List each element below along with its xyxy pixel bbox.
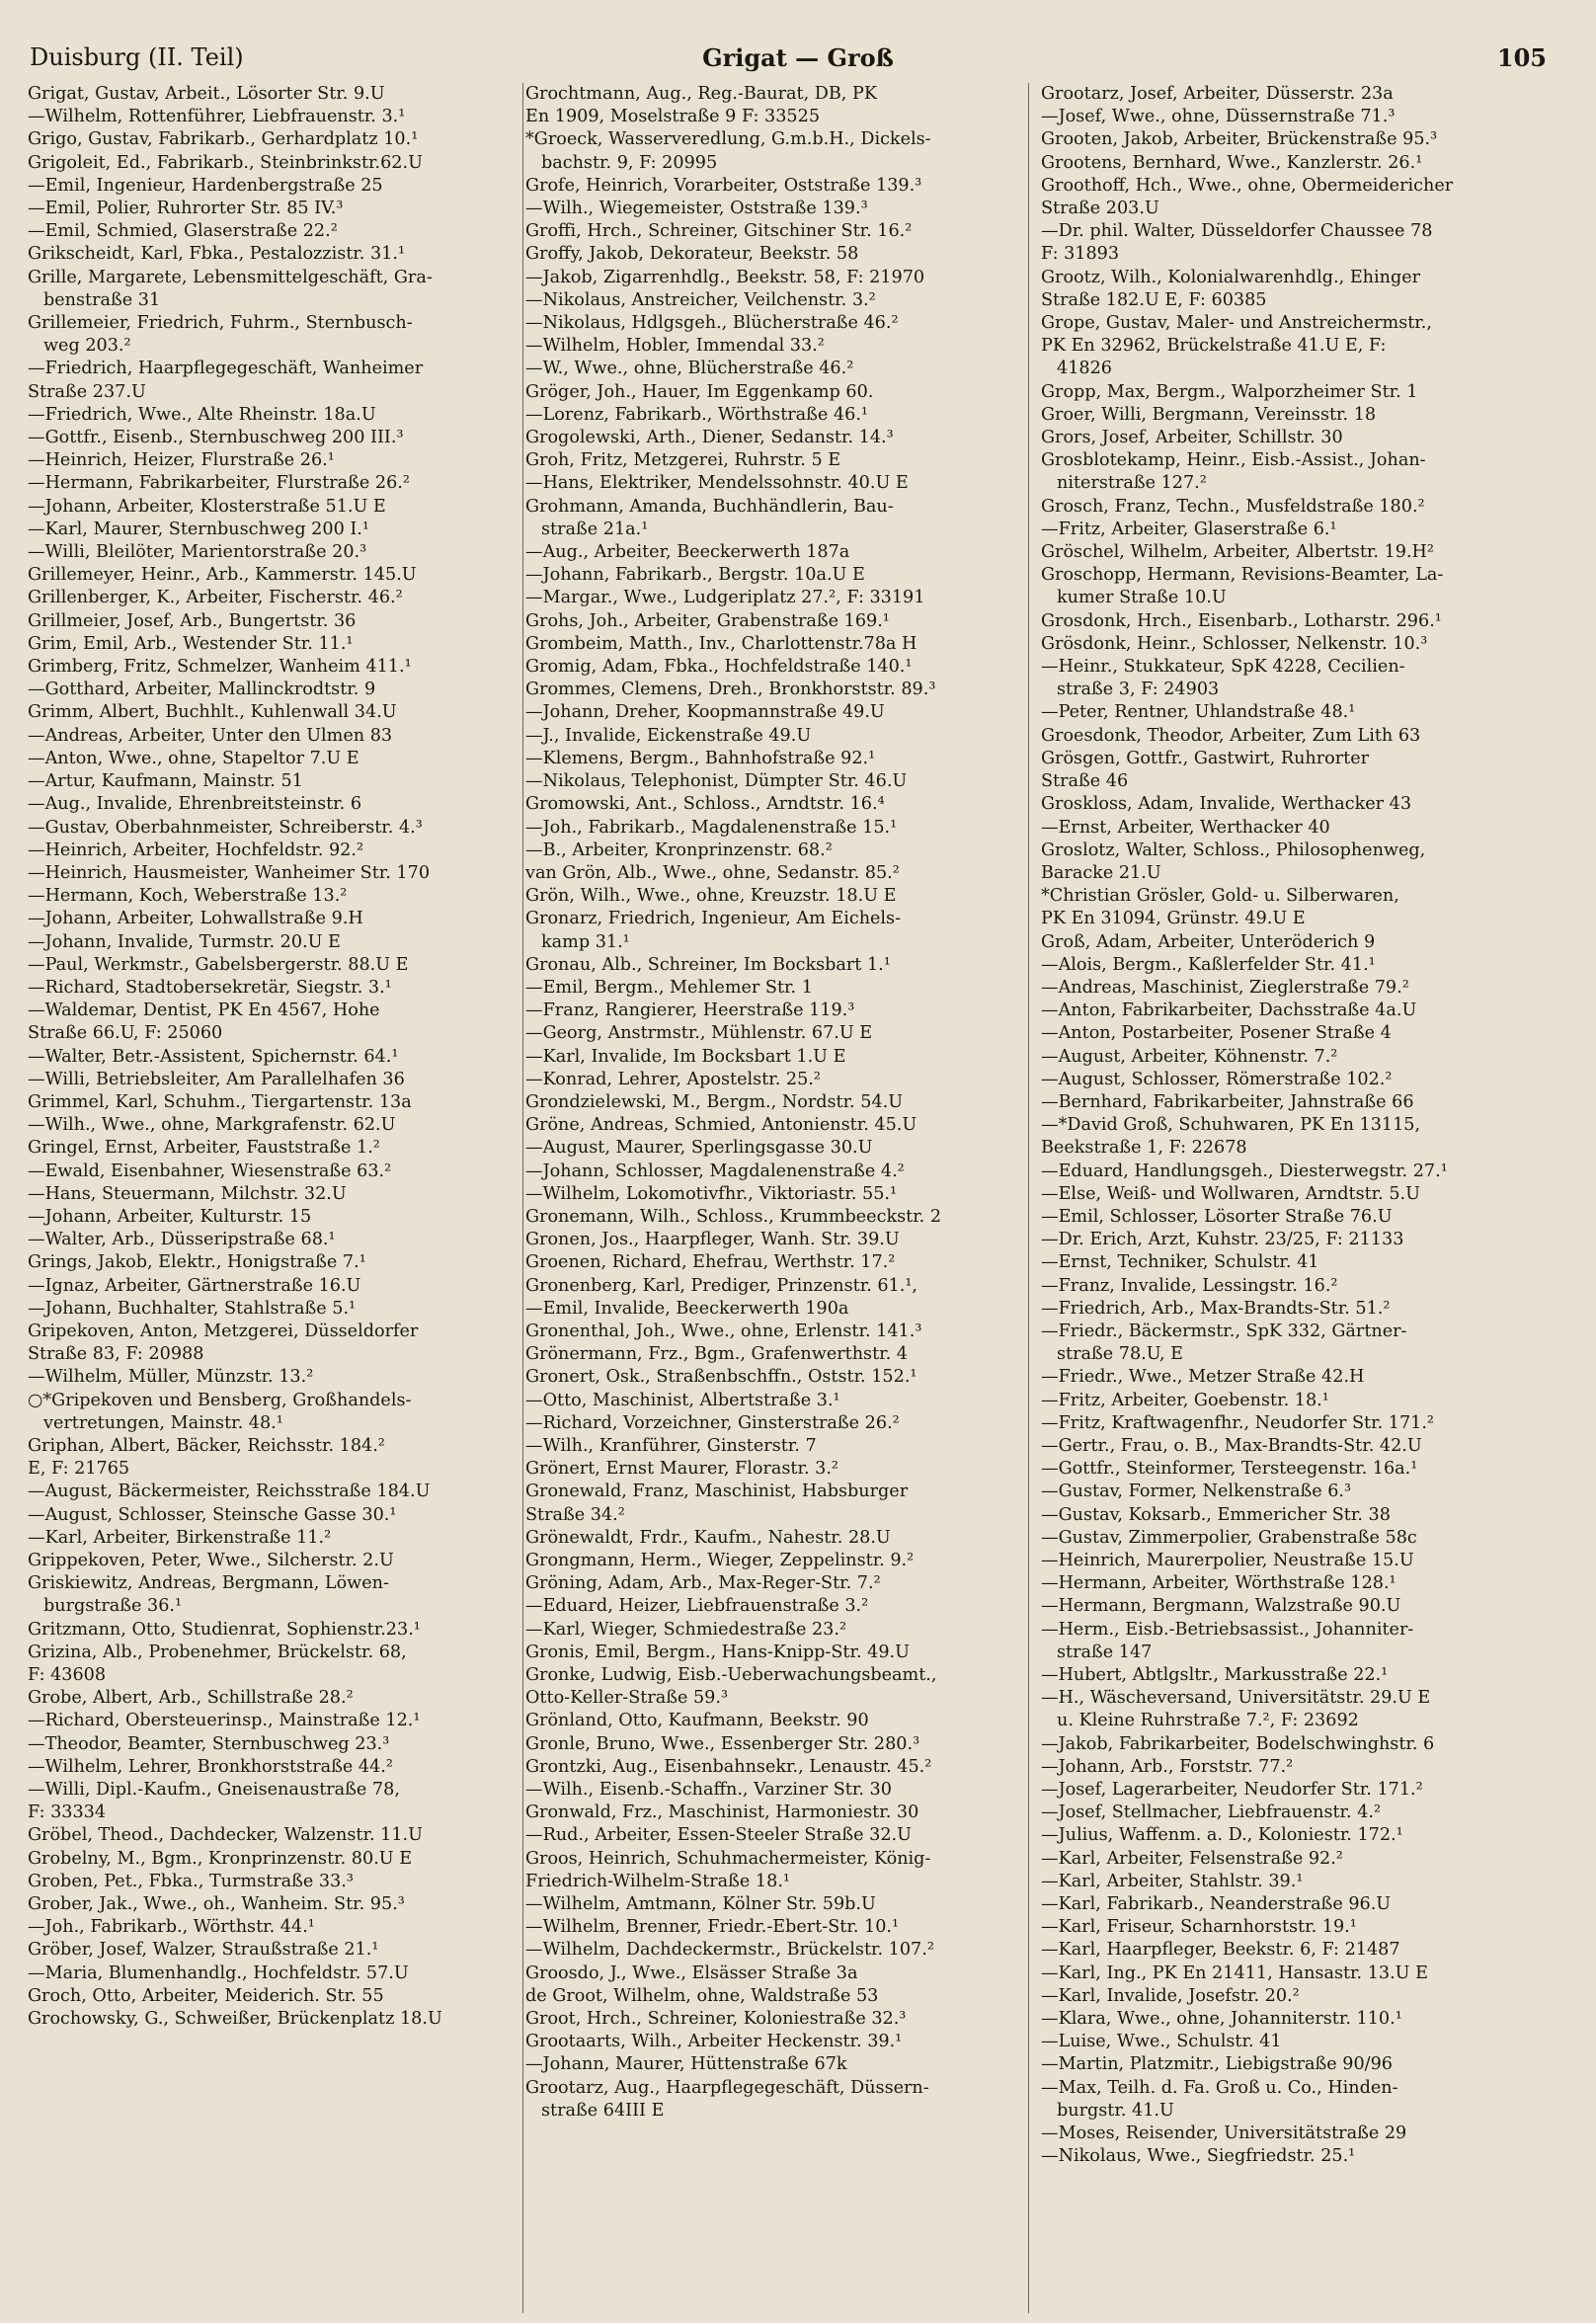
directory-entry: —Hubert, Abtlgsltr., Markusstraße 22.¹ bbox=[1041, 1665, 1389, 1686]
directory-entry: —Richard, Vorzeichner, Ginsterstraße 26.² bbox=[525, 1412, 900, 1433]
directory-entry: —Emil, Bergm., Mehlemer Str. 1 bbox=[525, 977, 813, 998]
directory-entry: —Wilh., Wiegemeister, Oststraße 139.³ bbox=[525, 199, 868, 219]
directory-entry: Gritzmann, Otto, Studienrat, Sophienstr.23.¹ bbox=[28, 1619, 421, 1640]
directory-entry: —Willi, Betriebsleiter, Am Parallelhafen 36 bbox=[28, 1069, 405, 1089]
directory-entry: Grongmann, Herm., Wieger, Zeppelinstr. 9.² bbox=[525, 1551, 915, 1570]
directory-entry: —Fritz, Kraftwagenfhr., Neudorfer Str. 171.² bbox=[1041, 1412, 1434, 1433]
directory-entry: Gropp, Max, Bergm., Walporzheimer Str. 1 bbox=[1041, 381, 1418, 402]
directory-entry: Grösdonk, Heinr., Schlosser, Nelkenstr. 10.³ bbox=[1041, 633, 1428, 654]
directory-entry: Groffy, Jakob, Dekorateur, Beekstr. 58 bbox=[525, 244, 859, 265]
directory-entry: Groh, Fritz, Metzgerei, Ruhrstr. 5 E bbox=[525, 450, 841, 471]
directory-entry: —B., Arbeiter, Kronprinzenstr. 68.² bbox=[525, 840, 833, 860]
directory-entry: vertretungen, Mainstr. 48.¹ bbox=[43, 1412, 283, 1433]
directory-entry: —Fritz, Arbeiter, Glaserstraße 6.¹ bbox=[1041, 519, 1337, 539]
directory-entry: Grigoleit, Ed., Fabrikarb., Steinbrinkstr.62.U bbox=[28, 152, 423, 173]
directory-entry: —Karl, Arbeiter, Birkenstraße 11.² bbox=[28, 1527, 332, 1548]
directory-entry: niterstraße 127.² bbox=[1057, 473, 1207, 494]
directory-entry: Griphan, Albert, Bäcker, Reichsstr. 184.² bbox=[28, 1435, 385, 1456]
directory-entry: —Wilhelm, Rottenführer, Liebfrauenstr. 3.¹ bbox=[28, 107, 406, 127]
directory-entry: *Christian Grösler, Gold- u. Silberwaren, bbox=[1041, 886, 1399, 907]
page-number: 105 bbox=[1496, 43, 1547, 72]
directory-entry: —Hermann, Koch, Weberstraße 13.² bbox=[28, 886, 348, 907]
directory-entry: Gringel, Ernst, Arbeiter, Fauststraße 1.² bbox=[28, 1138, 380, 1159]
directory-entry: Gronen, Jos., Haarpfleger, Wanh. Str. 39.U bbox=[525, 1230, 900, 1250]
directory-entry: ○*Gripekoven und Bensberg, Großhandels- bbox=[28, 1390, 412, 1410]
directory-entry: —Klara, Wwe., ohne, Johanniterstr. 110.¹ bbox=[1041, 2009, 1402, 2030]
directory-entry: Grillmeier, Josef, Arb., Bungertstr. 36 bbox=[28, 610, 357, 631]
directory-entry: Groenen, Richard, Ehefrau, Werthstr. 17.² bbox=[525, 1252, 896, 1273]
directory-entry: —Friedrich, Haarpflegegeschäft, Wanheimer bbox=[28, 359, 424, 379]
directory-entry: Grobelny, M., Bgm., Kronprinzenstr. 80.U E bbox=[28, 1848, 413, 1869]
directory-entry: —Karl, Haarpfleger, Beekstr. 6, F: 21487 bbox=[1041, 1940, 1400, 1961]
directory-entry: —Peter, Rentner, Uhlandstraße 48.¹ bbox=[1041, 702, 1356, 723]
directory-entry: —Johann, Arbeiter, Kulturstr. 15 bbox=[28, 1206, 312, 1227]
directory-entry: —Wilhelm, Brenner, Friedr.-Ebert-Str. 10.¹ bbox=[525, 1917, 900, 1938]
directory-entry: —Hermann, Bergmann, Walzstraße 90.U bbox=[1041, 1596, 1401, 1617]
directory-entry: —Aug., Arbeiter, Beeckerwerth 187a bbox=[525, 542, 850, 563]
directory-entry: Grings, Jakob, Elektr., Honigstraße 7.¹ bbox=[28, 1252, 366, 1273]
directory-entry: Groothoff, Hch., Wwe., ohne, Obermeidericher bbox=[1041, 175, 1454, 196]
directory-entry: —Bernhard, Fabrikarbeiter, Jahnstraße 66 bbox=[1041, 1091, 1414, 1112]
directory-entry: —Lorenz, Fabrikarb., Wörthstraße 46.¹ bbox=[525, 404, 868, 425]
directory-entry: —Johann, Arbeiter, Klosterstraße 51.U E bbox=[28, 496, 386, 517]
directory-entry: —August, Schlosser, Römerstraße 102.² bbox=[1041, 1069, 1393, 1089]
directory-entry: —Karl, Friseur, Scharnhorststr. 19.¹ bbox=[1041, 1917, 1357, 1938]
directory-entry: Grillemeier, Friedrich, Fuhrm., Sternbusch- bbox=[28, 313, 413, 334]
directory-entry: PK En 31094, Grünstr. 49.U E bbox=[1041, 909, 1306, 929]
directory-entry: —Aug., Invalide, Ehrenbreitsteinstr. 6 bbox=[28, 794, 362, 815]
directory-entry: Groch, Otto, Arbeiter, Meiderich. Str. 55 bbox=[28, 1985, 384, 2006]
directory-entry: —Joh., Fabrikarb., Wörthstr. 44.¹ bbox=[28, 1917, 315, 1938]
directory-entry: straße 3, F: 24903 bbox=[1057, 680, 1220, 700]
directory-entry: —Walter, Betr.-Assistent, Spichernstr. 64.¹ bbox=[28, 1046, 399, 1067]
directory-entry: F: 31893 bbox=[1041, 244, 1120, 265]
column-3 bbox=[1041, 83, 1537, 2313]
directory-entry: —Johann, Arbeiter, Lohwallstraße 9.H bbox=[28, 909, 363, 929]
directory-entry: Gröber, Josef, Walzer, Straußstraße 21.¹ bbox=[28, 1940, 379, 1961]
directory-entry: Straße 66.U, F: 25060 bbox=[28, 1023, 223, 1044]
directory-entry: —Theodor, Beamter, Sternbuschweg 23.³ bbox=[28, 1733, 390, 1754]
directory-entry: —Nikolaus, Telephonist, Dümpter Str. 46.U bbox=[525, 771, 908, 792]
directory-entry: —Margar., Wwe., Ludgeriplatz 27.², F: 33191 bbox=[525, 588, 925, 608]
directory-entry: Grohs, Joh., Arbeiter, Grabenstraße 169.¹ bbox=[525, 610, 890, 631]
directory-entry: Gröger, Joh., Hauer, Im Eggenkamp 60. bbox=[525, 381, 874, 402]
directory-entry: —Artur, Kaufmann, Mainstr. 51 bbox=[28, 771, 303, 792]
directory-entry: —Heinrich, Hausmeister, Wanheimer Str. 170 bbox=[28, 862, 431, 883]
directory-entry: —August, Bäckermeister, Reichsstraße 184.U bbox=[28, 1482, 431, 1502]
directory-entry: Groot, Hrch., Schreiner, Koloniestraße 32.³ bbox=[525, 2009, 907, 2030]
directory-entry: —Dr. phil. Walter, Düsseldorfer Chaussee 78 bbox=[1041, 221, 1433, 242]
directory-entry: —Walter, Arb., Düsseriрstraße 68.¹ bbox=[28, 1230, 336, 1250]
directory-entry: Beekstraße 1, F: 22678 bbox=[1041, 1138, 1247, 1159]
directory-entry: Grootaarts, Wilh., Arbeiter Heckenstr. 39.¹ bbox=[525, 2032, 903, 2052]
directory-entry: Groos, Heinrich, Schuhmachermeister, König- bbox=[525, 1848, 931, 1869]
directory-entry: Gröning, Adam, Arb., Max-Reger-Str. 7.² bbox=[525, 1573, 881, 1594]
directory-entry: Straße 83, F: 20988 bbox=[28, 1344, 204, 1365]
directory-entry: E, F: 21765 bbox=[28, 1459, 130, 1480]
directory-entry: —Andreas, Arbeiter, Unter den Ulmen 83 bbox=[28, 725, 393, 746]
directory-entry: van Grön, Alb., Wwe., ohne, Sedanstr. 85.² bbox=[525, 862, 900, 883]
page-header bbox=[30, 43, 1566, 77]
directory-entry: Grönland, Otto, Kaufmann, Beekstr. 90 bbox=[525, 1711, 869, 1731]
directory-entry: Grigo, Gustav, Fabrikarb., Gerhardplatz 10.¹ bbox=[28, 129, 419, 150]
directory-entry: —Ernst, Arbeiter, Werthacker 40 bbox=[1041, 817, 1330, 838]
directory-entry: Grors, Josef, Arbeiter, Schillstr. 30 bbox=[1041, 428, 1343, 448]
directory-entry: Grootens, Bernhard, Wwe., Kanzlerstr. 26.¹ bbox=[1041, 152, 1423, 173]
directory-entry: Grön, Wilh., Wwe., ohne, Kreuzstr. 18.U E bbox=[525, 886, 897, 907]
directory-entry: Groosdo, J., Wwe., Elsässer Straße 3a bbox=[525, 1963, 858, 1983]
directory-entry: —Anton, Wwe., ohne, Stapeltor 7.U E bbox=[28, 748, 359, 768]
directory-entry: —Karl, Arbeiter, Felsenstraße 92.² bbox=[1041, 1848, 1343, 1869]
directory-entry: —Fritz, Arbeiter, Goebenstr. 18.¹ bbox=[1041, 1390, 1329, 1410]
directory-entry: Gröschel, Wilhelm, Arbeiter, Albertstr. 19.H² bbox=[1041, 542, 1434, 563]
directory-entry: —H., Wäscheversand, Universitätstr. 29.U E bbox=[1041, 1688, 1431, 1709]
directory-entry: —Anton, Fabrikarbeiter, Dachsstraße 4a.U bbox=[1041, 1001, 1417, 1021]
directory-entry: —Wilhelm, Lehrer, Bronkhorststraße 44.² bbox=[28, 1756, 393, 1777]
directory-entry: Groskloss, Adam, Invalide, Werthacker 43 bbox=[1041, 794, 1412, 815]
directory-entry: —August, Arbeiter, Köhnenstr. 7.² bbox=[1041, 1046, 1338, 1067]
directory-entry: —Josef, Lagerarbeiter, Neudorfer Str. 171.² bbox=[1041, 1780, 1423, 1801]
directory-entry: Gronau, Alb., Schreiner, Im Bocksbart 1.¹ bbox=[525, 954, 891, 975]
directory-entry: —Martin, Platzmitr., Liebigstraße 90/96 bbox=[1041, 2054, 1393, 2075]
directory-entry: —Klemens, Bergm., Bahnhofstraße 92.¹ bbox=[525, 748, 876, 768]
directory-entry: Gröne, Andreas, Schmied, Antonienstr. 45.U bbox=[525, 1115, 918, 1136]
directory-entry: straße 147 bbox=[1057, 1642, 1153, 1662]
directory-entry: Straße 203.U bbox=[1041, 199, 1159, 219]
column-1 bbox=[28, 83, 523, 2313]
directory-entry: Groer, Willi, Bergmann, Vereinsstr. 18 bbox=[1041, 404, 1377, 425]
directory-entry: Gronwald, Frz., Maschinist, Harmoniestr. 30 bbox=[525, 1802, 919, 1823]
directory-entry: burgstraße 36.¹ bbox=[43, 1596, 183, 1617]
directory-entry: Gromig, Adam, Fbka., Hochfeldstraße 140.¹ bbox=[525, 657, 913, 678]
directory-entry: —Emil, Polier, Ruhrorter Str. 85 IV.³ bbox=[28, 199, 344, 219]
directory-entry: —Wilh., Kranführer, Ginsterstr. 7 bbox=[525, 1435, 817, 1456]
directory-entry: —Karl, Wieger, Schmiedestraße 23.² bbox=[525, 1619, 847, 1640]
directory-entry: —Johann, Maurer, Hüttenstraße 67k bbox=[525, 2054, 847, 2075]
directory-entry: —Wilh., Wwe., ohne, Markgrafenstr. 62.U bbox=[28, 1115, 396, 1136]
directory-entry: Gripekoven, Anton, Metzgerei, Düsseldorfer bbox=[28, 1321, 419, 1341]
directory-entry: —Karl, Invalide, Josefstr. 20.² bbox=[1041, 1985, 1300, 2006]
directory-entry: —Emil, Schmied, Glaserstraße 22.² bbox=[28, 221, 338, 242]
directory-entry: —Gottfr., Steinformer, Tersteegenstr. 16a.¹ bbox=[1041, 1459, 1418, 1480]
directory-entry: Grochtmann, Aug., Reg.-Baurat, DB, PK bbox=[525, 84, 877, 104]
directory-entry: Baracke 21.U bbox=[1041, 862, 1161, 883]
directory-entry: —August, Schlosser, Steinsche Gasse 30.¹ bbox=[28, 1504, 397, 1525]
directory-entry: —Franz, Invalide, Lessingstr. 16.² bbox=[1041, 1275, 1338, 1296]
directory-entry: —Gustav, Former, Nelkenstraße 6.³ bbox=[1041, 1482, 1352, 1502]
directory-entry: —Anton, Postarbeiter, Posener Straße 4 bbox=[1041, 1023, 1392, 1044]
directory-entry: Grönert, Ernst Maurer, Florastr. 3.² bbox=[525, 1459, 838, 1480]
directory-entry: Grippekoven, Peter, Wwe., Silcherstr. 2.U bbox=[28, 1551, 394, 1570]
directory-entry: —Eduard, Handlungsgeh., Diesterwegstr. 27.¹ bbox=[1041, 1161, 1448, 1181]
directory-entry: —Gotthard, Arbeiter, Mallinckrodtstr. 9 bbox=[28, 680, 376, 700]
directory-entry: straße 78.U, E bbox=[1057, 1344, 1183, 1365]
directory-entry: —Karl, Fabrikarb., Neanderstraße 96.U bbox=[1041, 1894, 1392, 1915]
directory-entry: —Hans, Steuermann, Milchstr. 32.U bbox=[28, 1183, 347, 1204]
directory-entry: F: 33334 bbox=[28, 1802, 107, 1823]
directory-entry: —Heinrich, Arbeiter, Hochfeldstr. 92.² bbox=[28, 840, 364, 860]
directory-entry: —Wilhelm, Lokomotivfhr., Viktoriastr. 55.¹ bbox=[525, 1183, 898, 1204]
directory-entry: Grimmel, Karl, Schuhm., Tiergartenstr. 13a bbox=[28, 1091, 412, 1112]
directory-entry: —Eduard, Heizer, Liebfrauenstraße 3.² bbox=[525, 1596, 869, 1617]
directory-entry: Grommes, Clemens, Dreh., Bronkhorststr. 89.³ bbox=[525, 680, 936, 700]
column-divider bbox=[1028, 83, 1029, 2313]
directory-entry: —Willi, Bleilöter, Marientorstraße 20.³ bbox=[28, 542, 367, 563]
directory-entry: —Gottfr., Eisenb., Sternbuschweg 200 III.³ bbox=[28, 428, 404, 448]
header-section-title: Duisburg (II. Teil) bbox=[30, 43, 244, 71]
directory-entry: Grillenberger, K., Arbeiter, Fischerstr. 46.² bbox=[28, 588, 403, 608]
directory-entry: Gronis, Emil, Bergm., Hans-Knipp-Str. 49.U bbox=[525, 1642, 910, 1662]
directory-entry: —Jakob, Zigarrenhdlg., Beekstr. 58, F: 21970 bbox=[525, 267, 925, 287]
directory-entry: Grikscheidt, Karl, Fbka., Pestalozzistr. 31.¹ bbox=[28, 244, 406, 265]
directory-entry: 41826 bbox=[1057, 359, 1112, 379]
directory-entry: —Jakob, Fabrikarbeiter, Bodelschwinghstr. 6 bbox=[1041, 1733, 1435, 1754]
directory-entry: Otto-Keller-Straße 59.³ bbox=[525, 1688, 729, 1709]
directory-entry: Friedrich-Wilhelm-Straße 18.¹ bbox=[525, 1871, 790, 1891]
directory-entry: —Otto, Maschinist, Albertstraße 3.¹ bbox=[525, 1390, 840, 1410]
directory-entry: Groß, Adam, Arbeiter, Unteröderich 9 bbox=[1041, 931, 1376, 952]
directory-entry: —Joh., Fabrikarb., Magdalenenstraße 15.¹ bbox=[525, 817, 898, 838]
directory-entry: Grootz, Wilh., Kolonialwarenhdlg., Ehinger bbox=[1041, 267, 1421, 287]
directory-entry: Grogolewski, Arth., Diener, Sedanstr. 14.³ bbox=[525, 428, 894, 448]
directory-entry: —Johann, Arb., Forststr. 77.² bbox=[1041, 1756, 1294, 1777]
directory-entry: —Emil, Invalide, Beeckerwerth 190a bbox=[525, 1298, 849, 1319]
directory-entry: —Richard, Stadtobersekretär, Siegstr. 3.¹ bbox=[28, 977, 392, 998]
directory-entry: —Emil, Ingenieur, Hardenbergstraße 25 bbox=[28, 175, 383, 196]
directory-entry: —Waldemar, Dentist, PK En 4567, Hohe bbox=[28, 1001, 380, 1021]
directory-entry: kumer Straße 10.U bbox=[1057, 588, 1227, 608]
directory-entry: —Johann, Buchhalter, Stahlstraße 5.¹ bbox=[28, 1298, 357, 1319]
directory-entry: —Richard, Obersteuerinsp., Mainstraße 12.¹ bbox=[28, 1711, 421, 1731]
directory-entry: —Friedr., Bäckermstr., SpK 332, Gärtner- bbox=[1041, 1321, 1407, 1341]
directory-entry: —Gustav, Zimmerpolier, Grabenstraße 58c bbox=[1041, 1527, 1417, 1548]
directory-entry: —Wilh., Eisenb.-Schaffn., Varziner Str. 30 bbox=[525, 1780, 892, 1801]
directory-entry: —Karl, Invalide, Im Bocksbart 1.U E bbox=[525, 1046, 846, 1067]
directory-entry: —Friedrich, Wwe., Alte Rheinstr. 18a.U bbox=[28, 404, 376, 425]
directory-entry: —Josef, Wwe., ohne, Düssernstraße 71.³ bbox=[1041, 107, 1396, 127]
directory-entry: weg 203.² bbox=[43, 336, 131, 357]
directory-entry: Gronle, Bruno, Wwe., Essenberger Str. 280.³ bbox=[525, 1733, 920, 1754]
directory-entry: burgstr. 41.U bbox=[1057, 2100, 1174, 2121]
directory-entry: —Rud., Arbeiter, Essen-Steeler Straße 32.U bbox=[525, 1825, 912, 1846]
directory-entry: Grootarz, Aug., Haarpflegegeschäft, Düssern- bbox=[525, 2077, 929, 2098]
directory-entry: Gronewald, Franz, Maschinist, Habsburger bbox=[525, 1482, 909, 1502]
directory-entry: —Johann, Invalide, Turmstr. 20.U E bbox=[28, 931, 341, 952]
directory-entry: PK En 32962, Brückelstraße 41.U E, F: bbox=[1041, 336, 1387, 357]
directory-entry: —Hermann, Fabrikarbeiter, Flurstraße 26.² bbox=[28, 473, 410, 494]
directory-entry: Grochowsky, G., Schweißer, Brückenplatz 18.U bbox=[28, 2009, 442, 2030]
directory-entry: —Johann, Fabrikarb., Bergstr. 10a.U E bbox=[525, 565, 865, 586]
directory-entry: straße 64III E bbox=[541, 2100, 665, 2121]
directory-entry: Gromowski, Ant., Schloss., Arndtstr. 16.⁴ bbox=[525, 794, 885, 815]
directory-entry: kamp 31.¹ bbox=[541, 931, 630, 952]
directory-entry: —Wilhelm, Hobler, Immendal 33.² bbox=[525, 336, 825, 357]
directory-entry: Straße 237.U bbox=[28, 381, 146, 402]
directory-entry: —Nikolaus, Wwe., Siegfriedstr. 25.¹ bbox=[1041, 2146, 1356, 2167]
directory-entry: Grobe, Albert, Arb., Schillstraße 28.² bbox=[28, 1688, 354, 1709]
directory-entry: —Andreas, Maschinist, Zieglerstraße 79.² bbox=[1041, 977, 1409, 998]
directory-entry: Grim, Emil, Arb., Westender Str. 11.¹ bbox=[28, 633, 354, 654]
directory-entry: —Heinrich, Heizer, Flurstraße 26.¹ bbox=[28, 450, 335, 471]
directory-entry: Grimm, Albert, Buchhlt., Kuhlenwall 34.U bbox=[28, 702, 397, 723]
directory-entry: —Ignaz, Arbeiter, Gärtnerstraße 16.U bbox=[28, 1275, 361, 1296]
directory-entry: Groesdonk, Theodor, Arbeiter, Zum Lith 63 bbox=[1041, 725, 1421, 746]
directory-entry: —Johann, Schlosser, Magdalenenstraße 4.² bbox=[525, 1161, 905, 1181]
directory-entry: Gröbel, Theod., Dachdecker, Walzenstr. 11.U bbox=[28, 1825, 423, 1846]
directory-entry: Straße 34.² bbox=[525, 1504, 625, 1525]
directory-entry: —Willi, Dipl.-Kaufm., Gneisenaustraße 78, bbox=[28, 1780, 400, 1801]
directory-entry: Grober, Jak., Wwe., oh., Wanheim. Str. 95.³ bbox=[28, 1894, 405, 1915]
directory-entry: Grope, Gustav, Maler- und Anstreichermstr., bbox=[1041, 313, 1432, 334]
directory-entry: —Nikolaus, Anstreicher, Veilchenstr. 3.² bbox=[525, 289, 876, 310]
directory-entry: —Hans, Elektriker, Mendelssohnstr. 40.U E bbox=[525, 473, 909, 494]
directory-entry: Grille, Margarete, Lebensmittelgeschäft, Gra- bbox=[28, 267, 433, 287]
directory-entry: Gronarz, Friedrich, Ingenieur, Am Eichels- bbox=[525, 909, 902, 929]
directory-entry: —Josef, Stellmacher, Liebfrauenstr. 4.² bbox=[1041, 1802, 1382, 1823]
directory-entry: Groben, Pet., Fbka., Turmstraße 33.³ bbox=[28, 1871, 354, 1891]
directory-entry: Grofe, Heinrich, Vorarbeiter, Oststraße 139.³ bbox=[525, 175, 922, 196]
directory-entry: straße 21a.¹ bbox=[541, 519, 649, 539]
directory-entry: Grimberg, Fritz, Schmelzer, Wanheim 411.¹ bbox=[28, 657, 412, 678]
directory-entry: bachstr. 9, F: 20995 bbox=[541, 152, 718, 173]
directory-entry: —Franz, Rangierer, Heerstraße 119.³ bbox=[525, 1001, 855, 1021]
directory-entry: —Julius, Waffenm. a. D., Koloniestr. 172.¹ bbox=[1041, 1825, 1403, 1846]
directory-entry: —Ernst, Techniker, Schulstr. 41 bbox=[1041, 1252, 1319, 1273]
directory-entry: —Karl, Maurer, Sternbuschweg 200 I.¹ bbox=[28, 519, 369, 539]
directory-entry: —Emil, Schlosser, Lösorter Straße 76.U bbox=[1041, 1206, 1393, 1227]
directory-entry: de Groot, Wilhelm, ohne, Waldstraße 53 bbox=[525, 1985, 879, 2006]
directory-entry: En 1909, Moselstraße 9 F: 33525 bbox=[525, 107, 821, 127]
directory-entry: —Karl, Ing., PK En 21411, Hansastr. 13.U E bbox=[1041, 1963, 1428, 1983]
directory-entry: —Georg, Anstrmstr., Mühlenstr. 67.U E bbox=[525, 1023, 873, 1044]
directory-entry: —Heinr., Stukkateur, SpK 4228, Cecilien- bbox=[1041, 657, 1405, 678]
directory-entry: Groslotz, Walter, Schloss., Philosophenweg, bbox=[1041, 840, 1426, 860]
directory-entry: Grosdonk, Hrch., Eisenbarb., Lotharstr. 296.¹ bbox=[1041, 610, 1442, 631]
directory-entry: —Gustav, Koksarb., Emmericher Str. 38 bbox=[1041, 1504, 1391, 1525]
directory-entry: Straße 46 bbox=[1041, 771, 1129, 792]
directory-entry: —Wilhelm, Amtmann, Kölner Str. 59b.U bbox=[525, 1894, 876, 1915]
directory-entry: Grontzki, Aug., Eisenbahnsekr., Lenaustr. 45.² bbox=[525, 1756, 932, 1777]
directory-entry: —Herm., Eisb.-Betriebsassist., Johanniter- bbox=[1041, 1619, 1414, 1640]
directory-entry: —Wilhelm, Müller, Münzstr. 13.² bbox=[28, 1367, 314, 1388]
directory-entry: —Dr. Erich, Arzt, Kuhstr. 23/25, F: 21133 bbox=[1041, 1230, 1404, 1250]
directory-entry: —August, Maurer, Sperlingsgasse 30.U bbox=[525, 1138, 873, 1159]
directory-entry: Grohmann, Amanda, Buchhändlerin, Bau- bbox=[525, 496, 894, 517]
directory-entry: —Luise, Wwe., Schulstr. 41 bbox=[1041, 2032, 1282, 2052]
directory-entry: —J., Invalide, Eickenstraße 49.U bbox=[525, 725, 812, 746]
directory-entry: Grönewaldt, Frdr., Kaufm., Nahestr. 28.U bbox=[525, 1527, 891, 1548]
directory-entry: Gronemann, Wilh., Schloss., Krummbeeckstr. 2 bbox=[525, 1206, 942, 1227]
directory-entry: u. Kleine Ruhrstraße 7.², F: 23692 bbox=[1057, 1711, 1359, 1731]
directory-entry: Grosch, Franz, Techn., Musfeldstraße 180.² bbox=[1041, 496, 1425, 517]
directory-entry: Griskiewitz, Andreas, Bergmann, Löwen- bbox=[28, 1573, 389, 1594]
directory-entry: —Nikolaus, Hdlgsgeh., Blücherstraße 46.² bbox=[525, 313, 899, 334]
directory-entry: Grigat, Gustav, Arbeit., Lösorter Str. 9.U bbox=[28, 84, 385, 104]
directory-entry: Gronert, Osk., Straßenbschffn., Oststr. 152.¹ bbox=[525, 1367, 918, 1388]
directory-entry: F: 43608 bbox=[28, 1665, 107, 1686]
directory-entry: —Heinrich, Maurerpolier, Neustraße 15.U bbox=[1041, 1551, 1414, 1570]
directory-entry: Gronenberg, Karl, Prediger, Prinzenstr. 61.¹, bbox=[525, 1275, 918, 1296]
directory-entry: —Karl, Arbeiter, Stahlstr. 39.¹ bbox=[1041, 1871, 1304, 1891]
directory-entry: —Maria, Blumenhandlg., Hochfeldstr. 57.U bbox=[28, 1963, 409, 1983]
directory-entry: —Konrad, Lehrer, Apostelstr. 25.² bbox=[525, 1069, 821, 1089]
directory-entry: —Max, Teilh. d. Fa. Groß u. Co., Hinden- bbox=[1041, 2077, 1398, 2098]
directory-entry: *Groeck, Wasserveredlung, G.m.b.H., Dickels- bbox=[525, 129, 931, 150]
directory-entry: Grillemeyer, Heinr., Arb., Kammerstr. 145.U bbox=[28, 565, 417, 586]
directory-entry: —Alois, Bergm., Kaßlerfelder Str. 41.¹ bbox=[1041, 954, 1376, 975]
directory-entry: benstraße 31 bbox=[43, 289, 161, 310]
directory-entry: Groffi, Hrch., Schreiner, Gitschiner Str. 16.² bbox=[525, 221, 913, 242]
directory-entry: —Johann, Dreher, Koopmannstraße 49.U bbox=[525, 702, 885, 723]
directory-entry: Grootarz, Josef, Arbeiter, Düsserstr. 23a bbox=[1041, 84, 1394, 104]
directory-entry: Groschopp, Hermann, Revisions-Beamter, La- bbox=[1041, 565, 1444, 586]
directory-entry: —Wilhelm, Dachdeckermstr., Brückelstr. 107.² bbox=[525, 1940, 934, 1961]
directory-entry: Straße 182.U E, F: 60385 bbox=[1041, 289, 1267, 310]
directory-entry: Grizina, Alb., Probenehmer, Brückelstr. 68, bbox=[28, 1642, 407, 1662]
directory-entry: —Gertr., Frau, o. B., Max-Brandts-Str. 42.U bbox=[1041, 1435, 1422, 1456]
directory-entry: —Moses, Reisender, Universitätstraße 29 bbox=[1041, 2123, 1407, 2144]
directory-entry: —Gustav, Oberbahnmeister, Schreiberstr. 4.³ bbox=[28, 817, 423, 838]
directory-entry: —Paul, Werkmstr., Gabelsbergerstr. 88.U E bbox=[28, 954, 409, 975]
directory-entry: Grönermann, Frz., Bgm., Grafenwerthstr. 4 bbox=[525, 1344, 908, 1365]
directory-entry: —Ewald, Eisenbahner, Wiesenstraße 63.² bbox=[28, 1161, 392, 1181]
directory-entry: Grosblotekamp, Heinr., Eisb.-Assist., Johan- bbox=[1041, 450, 1426, 471]
directory-entry: Grombeim, Matth., Inv., Charlottenstr.78a H bbox=[525, 633, 918, 654]
directory-entry: —Hermann, Arbeiter, Wörthstraße 128.¹ bbox=[1041, 1573, 1396, 1594]
directory-entry: —Else, Weiß- und Wollwaren, Arndtstr. 5.U bbox=[1041, 1183, 1420, 1204]
directory-entry: Grondzielewski, M., Bergm., Nordstr. 54.U bbox=[525, 1091, 904, 1112]
directory-entry: —W., Wwe., ohne, Blücherstraße 46.² bbox=[525, 359, 854, 379]
column-2 bbox=[525, 83, 1019, 2313]
directory-entry: Grösgen, Gottfr., Gastwirt, Ruhrorter bbox=[1041, 748, 1370, 768]
header-name-range: Grigat — Groß bbox=[702, 43, 894, 72]
directory-entry: Grooten, Jakob, Arbeiter, Brückenstraße 95.³ bbox=[1041, 129, 1438, 150]
directory-entry: —Friedr., Wwe., Metzer Straße 42.H bbox=[1041, 1367, 1365, 1388]
directory-entry: —*David Groß, Schuhwaren, PK En 13115, bbox=[1041, 1115, 1421, 1136]
directory-entry: Gronenthal, Joh., Wwe., ohne, Erlenstr. 141.³ bbox=[525, 1321, 922, 1341]
directory-entry: —Friedrich, Arb., Max-Brandts-Str. 51.² bbox=[1041, 1298, 1391, 1319]
directory-entry: Gronke, Ludwig, Eisb.-Ueberwachungsbeamt., bbox=[525, 1665, 937, 1686]
